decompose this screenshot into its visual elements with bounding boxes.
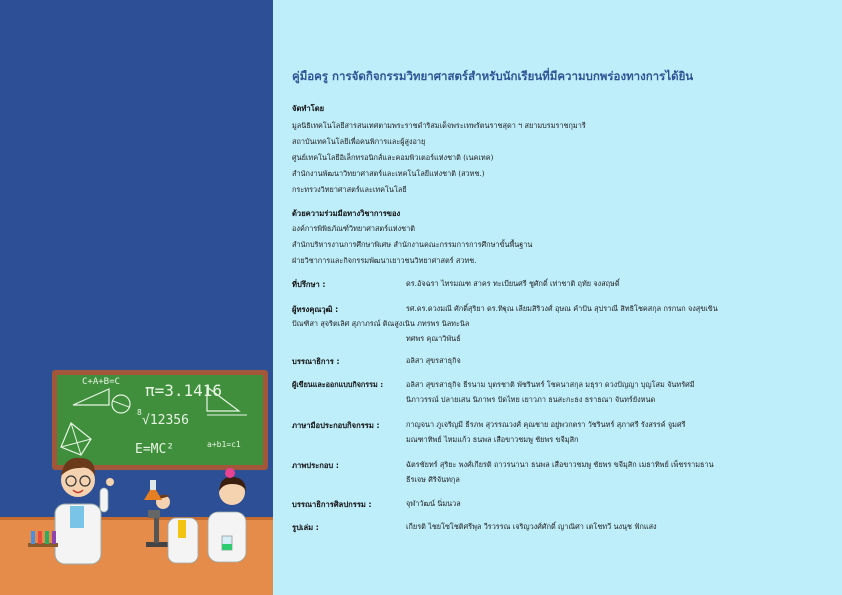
second-boy-figure: [168, 518, 198, 563]
microscope: [146, 495, 170, 547]
organizer-line: กระทรวงวิทยาศาสตร์และเทคโนโลยี: [292, 185, 407, 194]
credit-value-experts: ทศพร คุณาวิพันธ์: [406, 334, 461, 343]
organizer-line: สำนักงานพัฒนาวิทยาศาสตร์และเทคโนโลยีแห่งชาติ (สวทช.): [292, 169, 485, 178]
organizer-line: สถาบันเทคโนโลยีเพื่อคนพิการและผู้สูงอายุ: [292, 137, 426, 146]
credit-value-experts: รศ.ดร.ดวงมณี ศักดิ์สุริยา ดร.ทิฐุณ เลียมสิริวงศ์ อุษณ คำปัน สุปราณี สิทธิโชคสกุล กรกนก จงสุขเขิน: [406, 304, 718, 313]
girl-figure: [208, 468, 246, 562]
organizer-heading: จัดทำโดย: [292, 104, 325, 113]
collaboration-heading: ด้วยความร่วมมือทางวิชาการของ: [292, 209, 401, 218]
credit-value-sign-language: กาญจนา ภูเจริญมี ธีรภพ สุวรรณวงศ์ คุณชาย อยู่พวกตรา วัชรินทร์ สุภาศรี รังสรรค์ จูมศรี: [406, 420, 686, 429]
credit-label-art-editor: บรรณาธิการศิลปกรรม :: [292, 500, 372, 509]
board-abc: a+b1=c1: [207, 440, 241, 449]
credit-value-art-editor: จุฬาวัฒน์ นิ่มนวล: [406, 499, 461, 508]
flask: [144, 480, 162, 500]
collaboration-line: ฝ่ายวิชาการและกิจกรรมพัฒนาเยาวชนวิทยาศาสตร์ สวทช.: [292, 256, 477, 265]
collaboration-line: สำนักบริหารงานการศึกษาพิเศษ สำนักงานคณะกรรมการการศึกษาขั้นพื้นฐาน: [292, 240, 533, 249]
board-formula-top: C+A+B=C: [82, 377, 120, 387]
credit-label-editor: บรรณาธิการ :: [292, 357, 340, 366]
credit-value-writers: อลิสา สุขรสาธุกิจ ธีรนาม บุตรชาติ พัชรินทร์ โชคนาสกุล มธุรา ดวงปัญญา บุญโสม จันทรัศมี: [406, 380, 695, 389]
credit-value-illustrators: ธีรเจษ ศิริจันทกุล: [406, 475, 460, 484]
circle-line: [113, 401, 129, 407]
credit-value-advisors: ดร.อัจฉรา ไทรมณฑ สาคร ทะเบียนศรี ชูศักดิ์ เท่าชาติ ฤทัย จงสฤษดิ์: [406, 279, 620, 288]
board-pi: π=3.1416: [145, 381, 223, 400]
credit-value-sign-language: มณฑาทิพย์ ไหมแก้ว ธนพล เสือขาวชมพู ชัยพร ขจีมุสิก: [406, 435, 579, 444]
credit-label-advisors: ที่ปรึกษา :: [292, 280, 326, 289]
credit-value-layout: เกียรติ ไชยโซโชติศรีพุล วีรวรรณ เจริญวงศ์ศักดิ์ ญาณิศา เตโชทวี นงนุช ฟักแสง: [406, 522, 657, 531]
credit-label-illustrators: ภาพประกอบ :: [292, 461, 339, 470]
board-sqrt: √12356: [142, 413, 189, 428]
organizer-line: มูลนิธิเทคโนโลยีสารสนเทศตามพระราชดำริสมเด็จพระเทพรัตนราชสุดา ฯ สยามบรมราชกุมารี: [292, 121, 586, 130]
board-emc: E=MC²: [135, 442, 175, 457]
credit-label-writers: ผู้เขียนและออกแบบกิจกรรม :: [292, 380, 384, 389]
triangle-shape: [73, 389, 109, 405]
document-title: คู่มือครู การจัดกิจกรรมวิทยาศาสตร์สำหรับนักเรียนที่มีความบกพร่องทางการได้ยิน: [292, 69, 694, 83]
credit-value-illustrators: ฉัตรชัยทร์ สุริยะ พงศ์เกียรติ ถาวรนานา ธนพล เสือขาวชมพู ชัยพร ขจีมุสิก เมธาทิพย์ เพ็ชรรามธาน: [406, 460, 714, 469]
board-sqrt-index: 8: [137, 408, 142, 417]
credit-label-layout: รูปเล่ม :: [292, 523, 319, 532]
test-tube-rack: [28, 531, 58, 547]
credit-value-writers: นิภาวรรณ์ ปลายเสน นิภาพร ปัดไทย เยาวภา ธนสะกะธง ธราธณา จันทร์ยังหนด: [406, 395, 656, 404]
credit-value-editor: อลิสา สุขรสาธุกิจ: [406, 356, 461, 365]
credit-label-experts: ผู้ทรงคุณวุฒิ :: [292, 305, 339, 314]
credit-value-experts: ปัณฑิสา สุจริตเลิศ สุภาภรณ์ ติณสูงเนิน ภทรพร นิลทะนิล: [292, 319, 470, 328]
collaboration-line: องค์การพิพิธภัณฑ์วิทยาศาสตร์แห่งชาติ: [292, 224, 415, 233]
students-illustration: [0, 440, 273, 595]
credit-label-sign-language: ภาษามือประกอบกิจกรรม :: [292, 421, 380, 430]
boy-figure: [55, 458, 114, 564]
organizer-line: ศูนย์เทคโนโลยีอิเล็กทรอนิกส์และคอมพิวเตอร์แห่งชาติ (เนคเทค): [292, 153, 494, 162]
